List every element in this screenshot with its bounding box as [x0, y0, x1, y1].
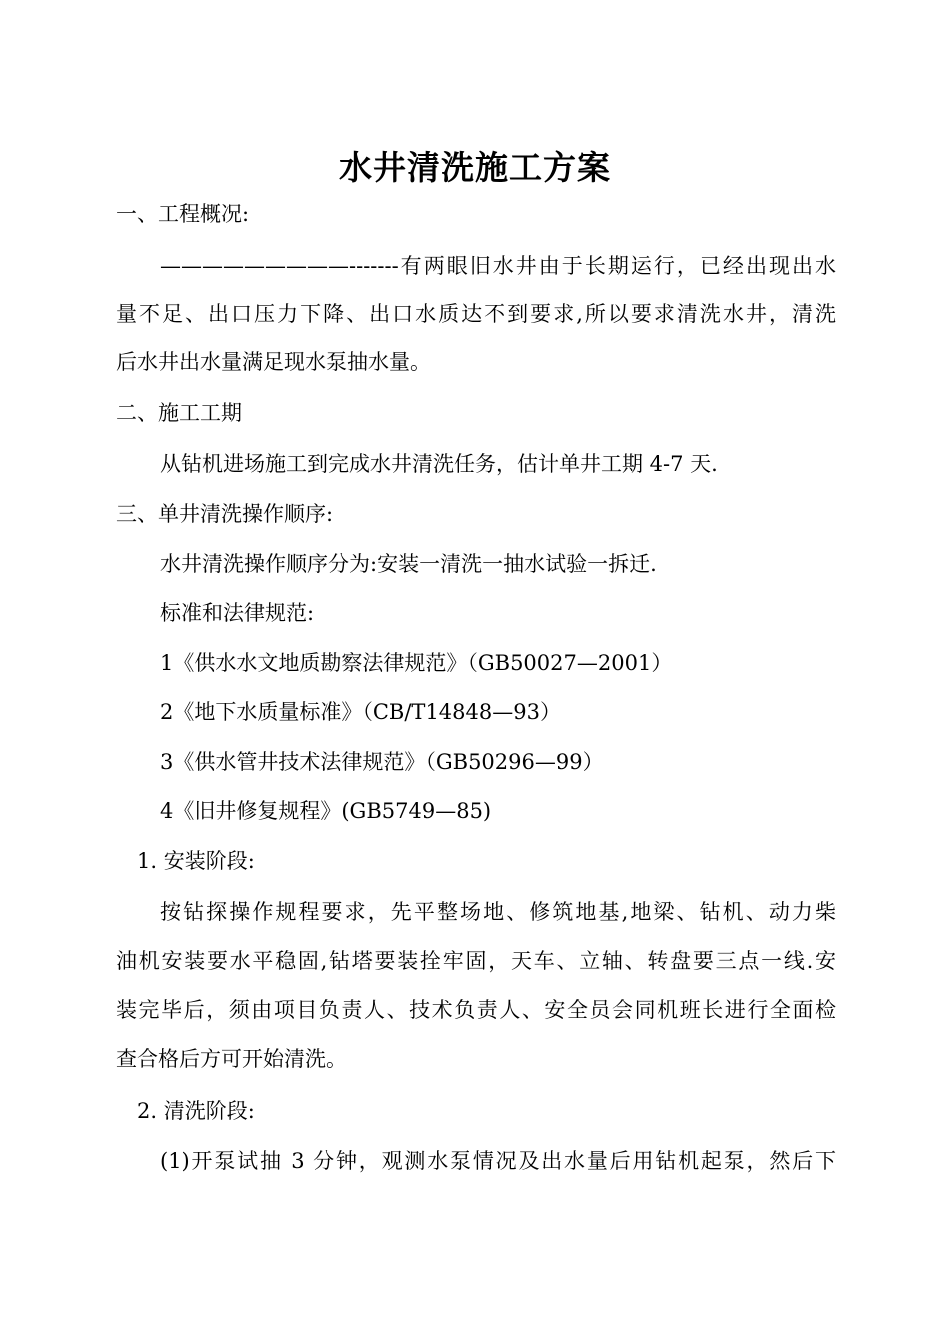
paragraph-line: (1)开泵试抽 3 分钟，观测水泵情况及出水量后用钻机起泵，然后下 — [160, 1149, 836, 1173]
standard-item: 2《地下水质量标准》（CB/T14848—93） — [160, 700, 561, 724]
standard-item: 1《供水水文地质勘察法律规范》（GB50027—2001） — [160, 651, 673, 675]
section-heading-schedule: 二、施工工期 — [116, 401, 242, 425]
paragraph-line: 从钻机进场施工到完成水井清洗任务，估计单井工期 4-7 天. — [160, 452, 718, 476]
paragraph-line: 量不足、出口压力下降、出口水质达不到要求,所以要求清洗水井，清洗 — [116, 302, 836, 326]
step-heading-install: 1. 安装阶段: — [137, 849, 255, 873]
standard-item: 4《旧井修复规程》(GB5749—85) — [160, 799, 492, 823]
paragraph-line: 油机安装要水平稳固,钻塔要装拴牢固，天车、立轴、转盘要三点一线.安 — [116, 949, 836, 973]
paragraph-line: 装完毕后，须由项目负责人、技术负责人、安全员会同机班长进行全面检 — [116, 998, 836, 1022]
paragraph-line: 水井清洗操作顺序分为:安装一清洗一抽水试验一拆迁. — [160, 552, 657, 576]
paragraph-line: 后水井出水量满足现水泵抽水量。 — [116, 350, 431, 374]
standard-item: 3《供水管井技术法律规范》（GB50296—99） — [160, 750, 604, 774]
paragraph-line: 按钻探操作规程要求，先平整场地、修筑地基,地梁、钻机、动力柴 — [160, 900, 836, 924]
step-heading-clean: 2. 清洗阶段: — [137, 1099, 255, 1123]
paragraph-line: 标准和法律规范: — [160, 601, 315, 625]
page-title: 水井清洗施工方案 — [339, 148, 611, 187]
section-heading-overview: 一、工程概况: — [116, 202, 250, 226]
section-heading-sequence: 三、单井清洗操作顺序: — [116, 502, 334, 526]
paragraph-line: 查合格后方可开始清洗。 — [116, 1047, 347, 1071]
paragraph-line: —————————-------有两眼旧水井由于长期运行，已经出现出水 — [160, 254, 836, 278]
